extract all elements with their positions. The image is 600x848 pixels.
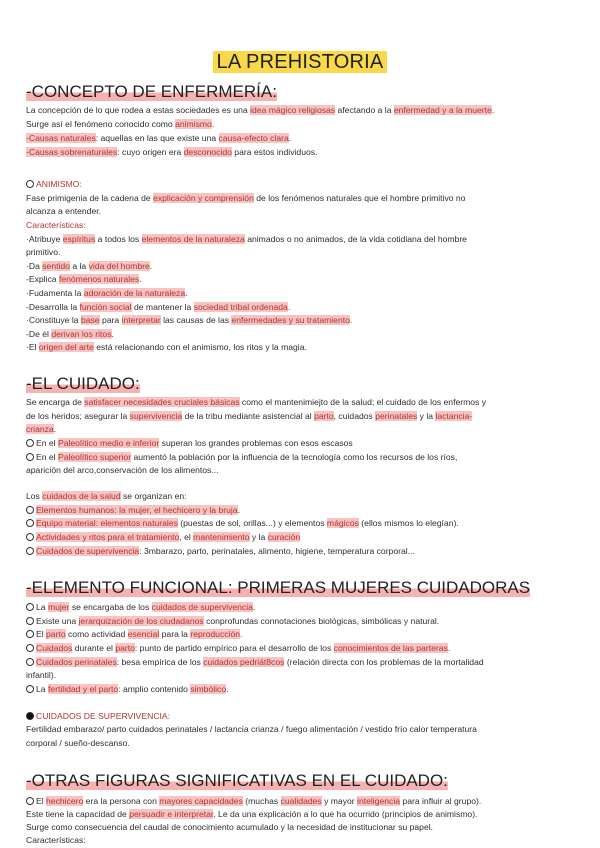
paragraph-line: alcanza a entender. (26, 206, 102, 216)
page-title: LA PREHISTORIA (213, 51, 388, 73)
bullet-circle-icon (26, 797, 34, 805)
paragraph-line: La mujer se encargaba de los cuidados de supervivencia. (26, 601, 574, 613)
paragraph-line: En el Paleolítico medio e inferior superan los grandes problemas con esos escasos (26, 437, 574, 449)
paragraph-line: ·Constituye la base para interpretar las causas de las enfermedades y su tratamiento. (26, 315, 353, 325)
paragraph-line: El hechicero era la persona con mayores capacidades (muchas cualidades y mayor inteligencia para influir al grupo). (26, 795, 574, 807)
paragraph-line: Surge así el fenómeno conocido como animismo. (26, 119, 215, 129)
paragraph-line: Cuidados de supervivencia: 3mbarazo, parto, perinatales, alimento, higiene, temperatura corporal... (26, 545, 574, 557)
section-heading-figuras: -OTRAS FIGURAS SIGNIFICATIVAS EN EL CUIDADO: (26, 771, 448, 790)
paragraph-line: Se encarga de satisfacer necesidades cruciales básicas como el mantenimiejto de la salud; el cuidado de los enfermos y (26, 397, 487, 407)
section-heading-concepto: -CONCEPTO DE ENFERMERÍA: (26, 82, 277, 101)
paragraph-line: Los cuidados de la salud se organizan en: (26, 491, 187, 501)
paragraph-line: -Desarrolla la función social de mantener la sociedad tribal ordenada. (26, 302, 291, 312)
section-heading-funcional: -ELEMENTO FUNCIONAL: PRIMERAS MUJERES CUIDADORAS (26, 578, 531, 597)
bullet-circle-icon (26, 630, 34, 638)
paragraph-line: aparición del arco,conservación de los alimentos... (26, 465, 219, 475)
bullet-circle-icon (26, 533, 34, 541)
bullet-filled-icon (26, 712, 34, 720)
paragraph-line: Actividades y ritos para el tratamiento, el mantenimiento y la curación (26, 531, 574, 543)
bullet-circle-icon (26, 617, 34, 625)
section-heading-cuidado: -EL CUIDADO: (26, 374, 140, 393)
bullet-circle-icon (26, 180, 34, 188)
bullet-circle-icon (26, 644, 34, 652)
bullet-circle-icon (26, 506, 34, 514)
paragraph-line: Características: (26, 220, 86, 230)
paragraph-line: Equipo material: elementos naturales (puestas de sol, orillas...) y elementos mágicos (ellos mismos lo elegían). (26, 517, 574, 529)
subheading-animismo: ANIMISMO: (26, 178, 574, 190)
paragraph-line: de los heridos; asegurar la supervivencia de la tribu mediante asistencial al parto, cuidados perinatales y la lactancia- (26, 411, 473, 421)
bullet-circle-icon (26, 519, 34, 527)
bullet-circle-icon (26, 603, 34, 611)
bullet-circle-icon (26, 439, 34, 447)
paragraph-line: -Causas naturales: aquellas en las que existe una causa-efecto clara. (26, 133, 292, 143)
paragraph-line: Surge como consecuencia del caudal de conocimiento acumulado y la necesidad de institucionar su papel. (26, 822, 434, 832)
paragraph-line: ·El origen del arte está relacionando con el animismo, los ritos y la magia. (26, 342, 307, 352)
paragraph-line: La fertilidad y el parto: amplio contenido simbólico. (26, 683, 574, 695)
paragraph-line: primitivo. (26, 247, 61, 257)
bullet-circle-icon (26, 685, 34, 693)
paragraph-line: Cuidados perinatales: besa empírica de los cuidados pedriát8cos (relación directa con los problemas de la mortalidad (26, 656, 574, 668)
subheading-supervivencia: CUIDADOS DE SUPERVIVENCIA: (26, 710, 574, 722)
paragraph-line: ·Fudamenta la adoración de la naturaleza. (26, 288, 188, 298)
paragraph-line: En el Paleolítico superior aumentó la población por la influencia de la tecnología como los recursos de los ríos, (26, 451, 574, 463)
paragraph-line: Existe una jerarquización de los ciudadanos conprofundas connotaciones biológicas, simbólicas y natural. (26, 615, 574, 627)
paragraph-line: -Explica fenómenos naturales. (26, 274, 142, 284)
paragraph-line: ·Da sentido a la vida del hombre. (26, 261, 153, 271)
paragraph-line: ·Atribuye espíritus a todos los elementos de la naturaleza animados o no animados, de la vida cotidiana del hombre (26, 234, 467, 244)
paragraph-line: Características: (26, 835, 86, 845)
paragraph-line: Fase primigenia de la cadena de explicación y comprensión de los fenómenos naturales que el hombre primitivo no (26, 193, 466, 203)
paragraph-line: Este tiene la capacidad de persuadir e interpretar. Le da una explicación a lo que ha ocurrido (principios de animismo). (26, 809, 478, 819)
paragraph-line: Elementos humanos: la mujer, el hechicero y la bruja. (26, 504, 574, 516)
bullet-circle-icon (26, 658, 34, 666)
title-block (26, 51, 574, 73)
paragraph-line: -Causas sobrenaturales: cuyo origen era desconocido para estos individuos. (26, 147, 318, 157)
paragraph-line: La concepción de lo que rodea a estas sociedades es una idea mágico religiosas afectando a la enfermedad y a la muerte. (26, 105, 495, 115)
paragraph-line: infantil). (26, 670, 57, 680)
paragraph-line: Fertilidad embarazo/ parto cuidados perinatales / lactancia crianza / fuego alimentación / vestido frío calor temperatura (26, 724, 477, 734)
paragraph-line: corporal / sueño-descanso. (26, 738, 130, 748)
paragraph-line: Cuidados durante el parto: punto de partido empírico para el desarrollo de los conocimientos de las parteras. (26, 642, 574, 654)
paragraph-line: -De él derivan los ritos. (26, 329, 114, 339)
bullet-circle-icon (26, 453, 34, 461)
paragraph-line: crianza. (26, 424, 57, 434)
bullet-circle-icon (26, 547, 34, 555)
paragraph-line: El parto como actividad esencial para la reproducción. (26, 628, 574, 640)
